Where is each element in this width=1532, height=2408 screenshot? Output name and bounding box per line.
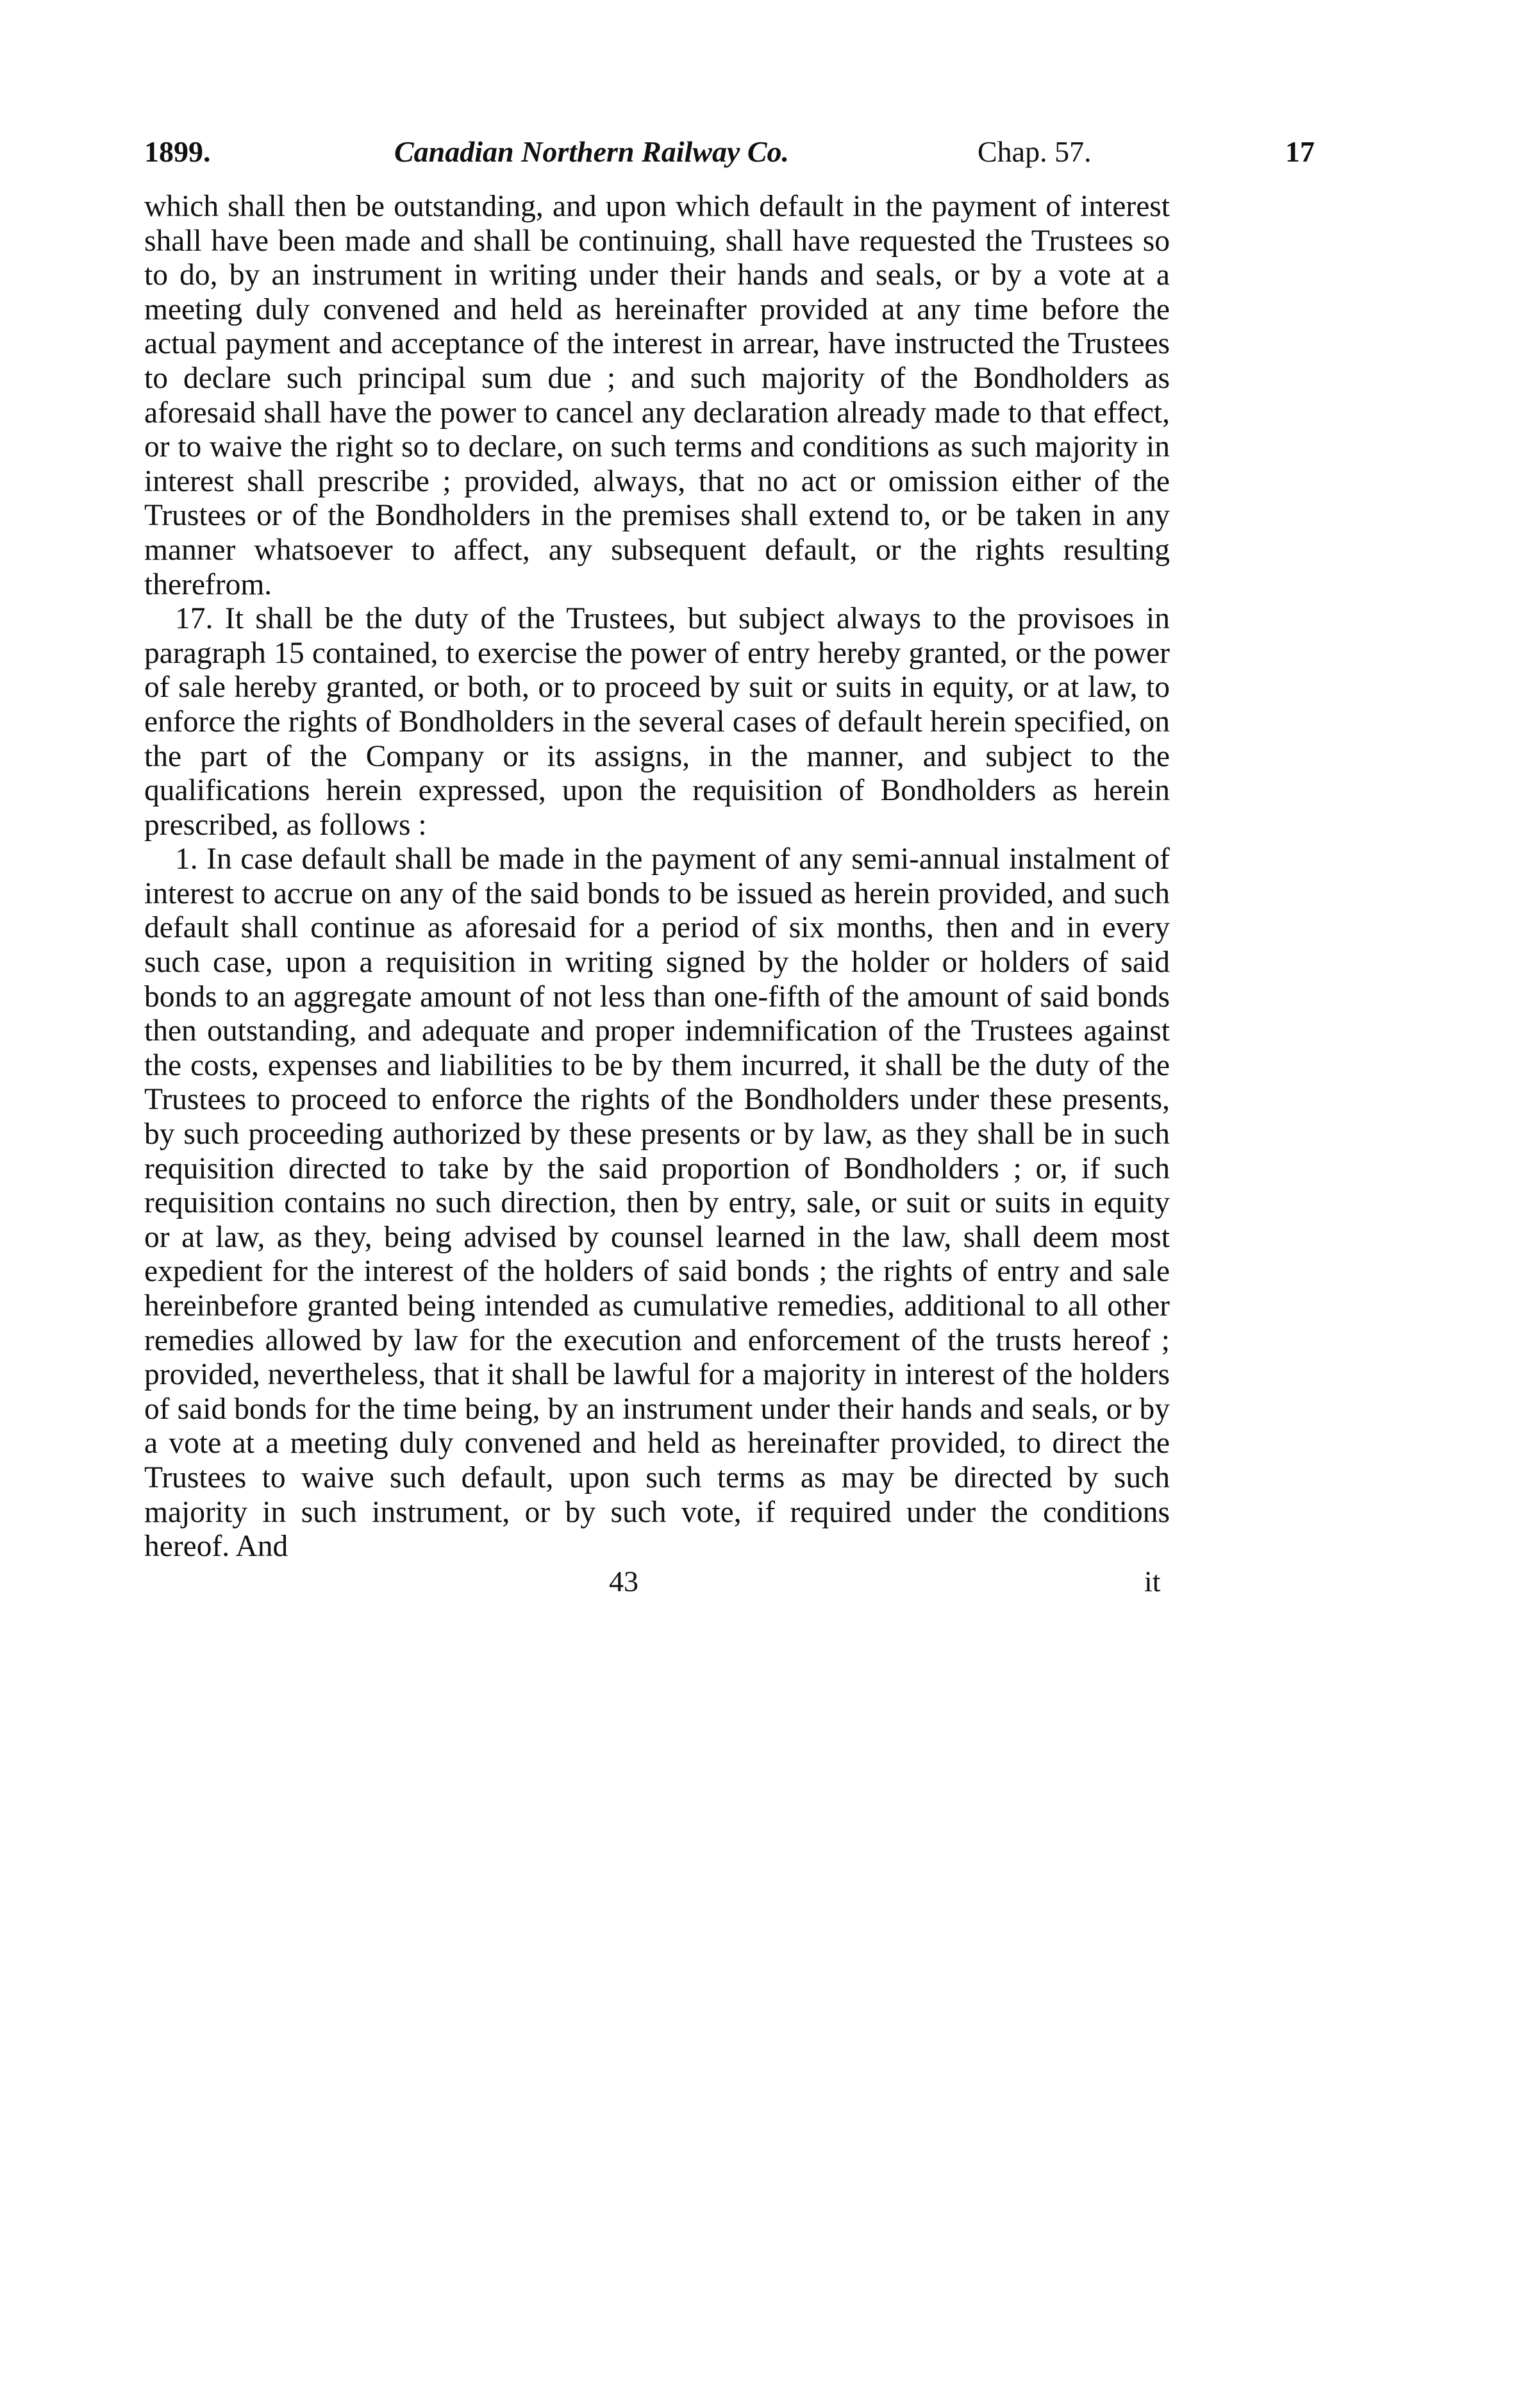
- page-footer: [144, 1564, 1170, 1603]
- paragraph-clause-1: 1. In case default shall be made in the payment of any semi-annual instalment of interest to accrue on any of the said bonds to be issued as herein provided, and such default shall continue as aforesaid for a period of six months, then and in every such case, upon a requisition in writing signed by the holder or holders of said bonds to an aggregate amount of not less than one-fifth of the amount of said bonds then outstanding, and adequate and proper indemnification of the Trustees against the costs, expenses and liabilities to be by them incurred, it shall be the duty of the Trustees to proceed to enforce the rights of the Bondholders under these presents, by such proceeding authorized by these presents or by law, as they shall be in such requisition directed to take by the said proportion of Bondholders ; or, if such requisition contains no such direction, then by entry, sale, or suit or suits in equity or at law, as they, being advised by counsel learned in the law, shall deem most expedient for the interest of the holders of said bonds ; the rights of entry and sale hereinbefore granted being intended as cumulative remedies, additional to all other remedies allowed by law for the execution and enforcement of the trusts hereof ; provided, nevertheless, that it shall be lawful for a majority in interest of the holders of said bonds for the time being, by an instrument under their hands and seals, or by a vote at a meeting duly convened and held as hereinafter provided, to direct the Trustees to waive such default, upon such terms as may be directed by such majority in such instrument, or by such vote, if required under the conditions hereof. And: [144, 842, 1170, 1564]
- header-title: Canadian Northern Railway Co.: [394, 135, 790, 168]
- running-header: [144, 128, 1315, 180]
- paragraph-continuation: which shall then be outstanding, and upon which default in the payment of interest shall have been made and shall be continuing, shall have requested the Trustees so to do, by an instrument in writing under their hands and seals, or by a vote at a meeting duly convened and held as hereinafter provided at any time before the actual payment and acceptance of the interest in arrear, have instructed the Trustees to declare such principal sum due ; and such majority of the Bondholders as aforesaid shall have the power to cancel any declaration already made to that effect, or to waive the right so to declare, on such terms and conditions as such majority in interest shall prescribe ; provided, always, that no act or omission either of the Trustees or of the Bondholders in the premises shall extend to, or be taken in any manner whatsoever to affect, any subsequent default, or the rights resulting therefrom.: [144, 190, 1170, 601]
- header-year: 1899.: [144, 135, 211, 168]
- document-page: [144, 128, 1315, 2308]
- paragraph-section-17: 17. It shall be the duty of the Trustees, but subject always to the provisoes in paragraph 15 contained, to exercise the power of entry hereby granted, or the power of sale hereby granted, or both, or to proceed by suit or suits in equity, or at law, to enforce the rights of Bondholders in the several cases of default herein specified, on the part of the Company or its assigns, in the manner, and subject to the qualifications herein expressed, upon the requisition of Bondholders as herein prescribed, as follows :: [144, 602, 1170, 842]
- body-text: [144, 190, 1170, 1564]
- page-number: 17: [1285, 135, 1315, 168]
- signature-mark: 43: [609, 1564, 638, 1598]
- catchword: it: [1144, 1564, 1161, 1598]
- header-chapter: Chap. 57.: [978, 135, 1092, 168]
